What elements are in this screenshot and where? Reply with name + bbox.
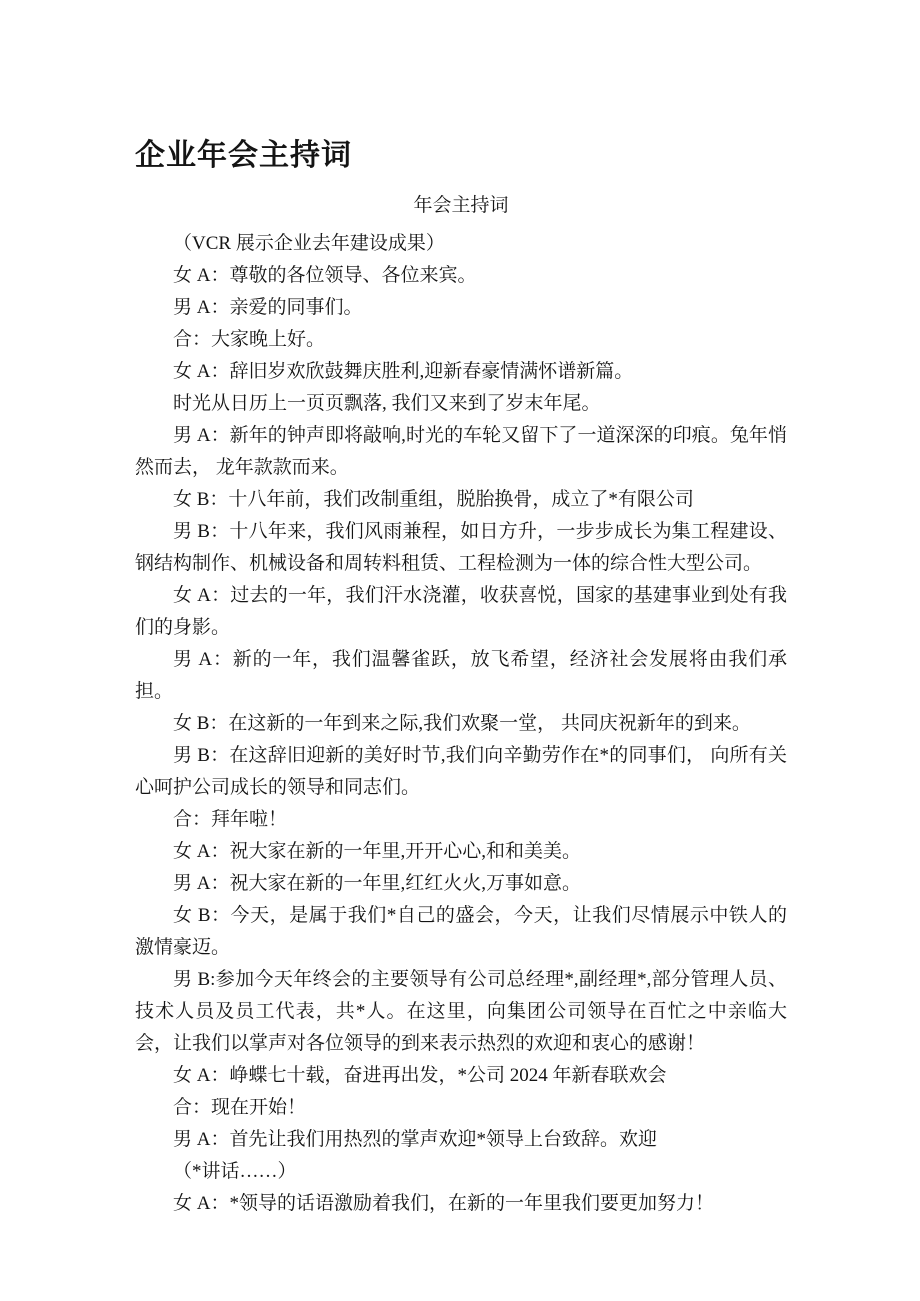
document-subtitle: 年会主持词 (413, 195, 509, 216)
document-title: 企业年会主持词 (135, 139, 352, 172)
document-body (135, 228, 787, 1220)
paragraph: 女 A：过去的一年，我们汗水浇灌，收获喜悦，国家的基建事业到处有我们的身影。 (135, 585, 787, 638)
paragraph: 女 A：尊敬的各位领导、各位来宾。 (173, 265, 477, 286)
paragraph: 男 A：新的一年，我们温馨雀跃，放飞希望，经济社会发展将由我们承担。 (135, 649, 787, 702)
paragraph: 合：大家晚上好。 (173, 329, 326, 350)
paragraph: 女 B：十八年前，我们改制重组，脱胎换骨，成立了*有限公司 (173, 489, 694, 510)
paragraph: 女 A：峥蝶七十载，奋进再出发，*公司 2024 年新春联欢会 (173, 1065, 667, 1086)
paragraph-vcr-note: （VCR 展示企业去年建设成果） (173, 233, 445, 254)
paragraph: 男 A：亲爱的同事们。 (173, 297, 363, 318)
paragraph: 合：现在开始！ (173, 1097, 307, 1118)
paragraph-speech-note: （*讲话……） (173, 1161, 297, 1182)
paragraph: 女 A：*领导的话语激励着我们，在新的一年里我们要更加努力！ (173, 1193, 714, 1214)
paragraph: 男 A：新年的钟声即将敲响,时光的车轮又留下了一道深深的印痕。兔年悄然而去， 龙年款款而来。 (135, 425, 787, 478)
paragraph: 女 A：祝大家在新的一年里,开开心心,和和美美。 (173, 841, 581, 862)
paragraph: 女 B：在这新的一年到来之际,我们欢聚一堂， 共同庆祝新年的到来。 (173, 713, 751, 734)
paragraph: 男 A：祝大家在新的一年里,红红火火,万事如意。 (173, 873, 581, 894)
paragraph: 女 A：辞旧岁欢欣鼓舞庆胜利,迎新春豪情满怀谱新篇。 (173, 361, 634, 382)
paragraph: 女 B：今天，是属于我们*自己的盛会，今天，让我们尽情展示中铁人的激情豪迈。 (135, 905, 787, 958)
paragraph: 时光从日历上一页页飘落, 我们又来到了岁末年尾。 (173, 393, 601, 414)
paragraph: 男 B:参加今天年终会的主要领导有公司总经理*,副经理*,部分管理人员、技术人员及员工代表，共*人。在这里，向集团公司领导在百忙之中亲临大会，让我们以掌声对各位领导的到来表示热烈的欢迎和衷心的感谢！ (135, 969, 787, 1054)
paragraph: 男 B：在这辞旧迎新的美好时节,我们向辛勤劳作在*的同事们， 向所有关心呵护公司成长的领导和同志们。 (135, 745, 787, 798)
paragraph: 男 B：十八年来，我们风雨兼程，如日方升，一步步成长为集工程建设、钢结构制作、机械设备和周转料租赁、工程检测为一体的综合性大型公司。 (135, 521, 787, 574)
paragraph: 合：拜年啦！ (173, 809, 288, 830)
paragraph: 男 A：首先让我们用热烈的掌声欢迎*领导上台致辞。欢迎 (173, 1129, 657, 1150)
